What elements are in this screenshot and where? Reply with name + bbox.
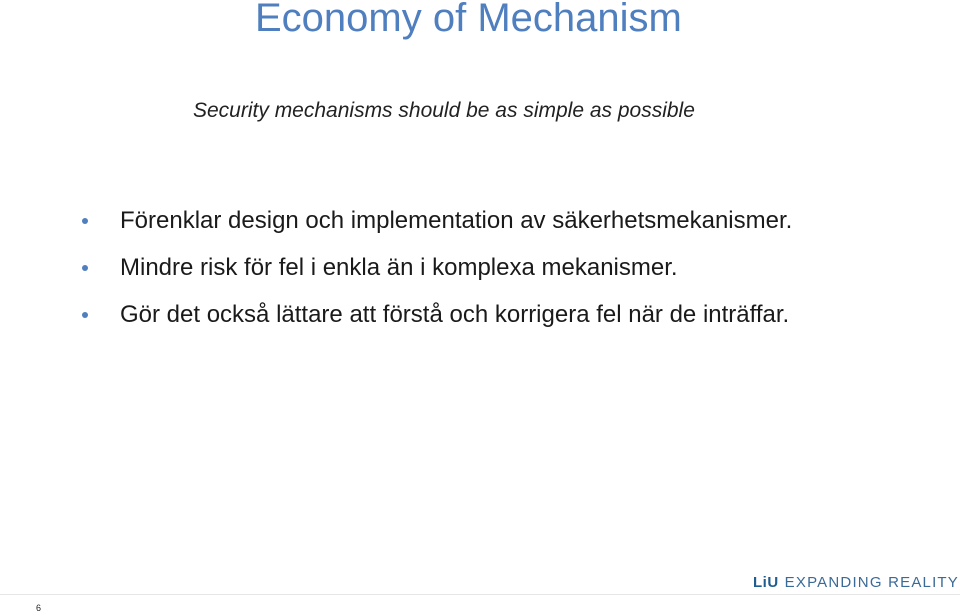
bullet-marker-icon [82, 312, 88, 318]
page-number: 6 [36, 603, 42, 613]
bullet-text: Förenklar design och implementation av säkerhetsmekanismer. [120, 207, 793, 234]
liu-logo [753, 572, 959, 592]
logo-tagline: EXPANDING REALITY [784, 573, 959, 591]
bullet-text: Gör det också lättare att förstå och korrigera fel när de inträffar. [120, 301, 790, 328]
slide-subtitle: Security mechanisms should be as simple as possible [193, 99, 695, 122]
bullet-marker-icon [82, 218, 88, 224]
bullet-item [80, 299, 940, 330]
slide-title: Economy of Mechanism [255, 0, 682, 40]
bullet-text: Mindre risk för fel i enkla än i komplexa mekanismer. [120, 254, 678, 281]
footer-divider [0, 594, 960, 595]
logo-mark: LiU [753, 573, 779, 591]
bullet-item [80, 252, 940, 283]
bullet-list [80, 205, 940, 330]
bullet-marker-icon [82, 265, 88, 271]
bullet-item [80, 205, 940, 236]
